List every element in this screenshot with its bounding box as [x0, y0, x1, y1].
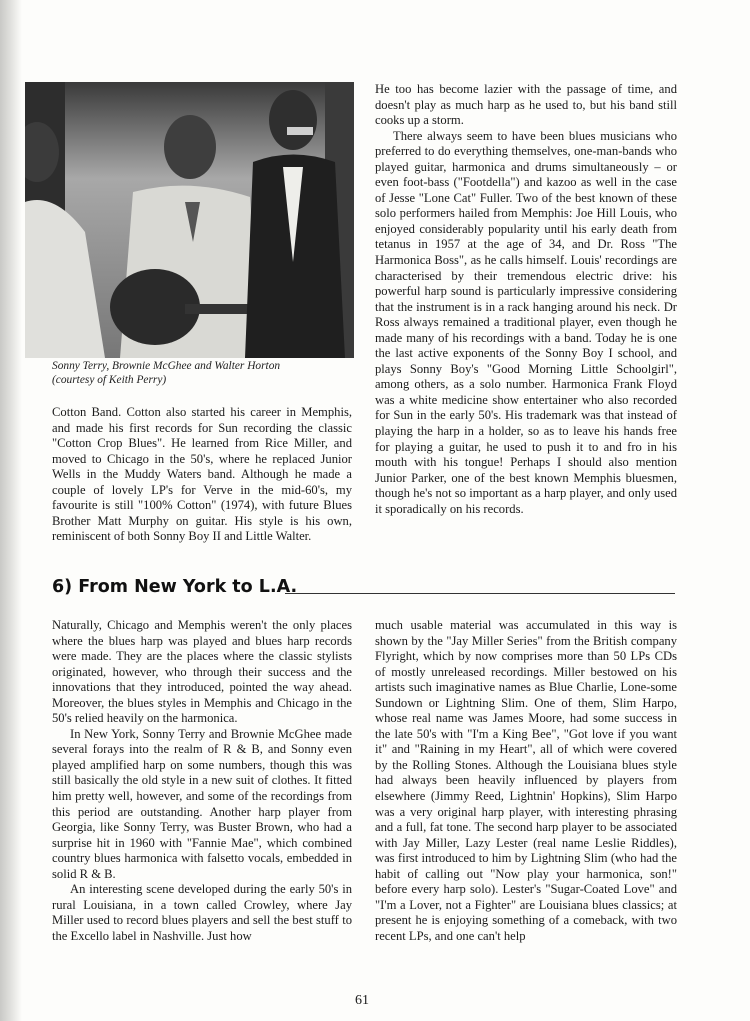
paragraph: much usable material was accumulated in this way is shown by the "Jay Miller Series" from the British company Flyright, which by now comprises more than 50 LPs CDs of mostly unreleased recordings. Miller bestowed on his artists such imaginative names as Blue Charlie, Lone-some Sundown or Lightning Slim. One of them, Slim Harpo, whose real name was James Moore, had some success in the late 50's with "I'm a King Bee", "Got love if you want it" and "Raining in my Heart", all of which were covered by the Rolling Stones. Although the Louisiana blues style had always been heavily influenced by players from elsewhere (Jimmy Reed, Lightnin' Hopkins), Slim Harpo was a very original harp player, with interesting phrasing and a full, fat tone. The second harp player to be associated with Jay Miller, Lazy Lester (real name Leslie Riddles), was first introduced to him by Lightning Slim (who had the habit of calling out "Now play your harmonica, son!" before every harp solo). Lester's "Sugar-Coated Love" and "I'm a Lover, not a Fighter" are Louisiana blues classics; at present he is enjoying something of a comeback, with two recent LPs, and one can't help — [375, 618, 677, 943]
page-number: 61 — [355, 993, 369, 1008]
caption-line: Sonny Terry, Brownie McGhee and Walter Horton — [52, 360, 281, 372]
paragraph: There always seem to have been blues musicians who preferred to do everything themselves, one-man-bands who played guitar, harmonica and drums simultaneously – or even foot-bass ("Footdella") and kazoo as well in the case of Jesse "Lone Cat" Fuller. Two of the best known of these solo performers hailed from Memphis: Joe Hill Louis, who enjoyed considerably popularity until his early death from tetanus in 1957 at the age of 34, and Dr. Ross "The Harmonica Boss", as he calls himself. Louis' recordings are characterised by their tremendous electric drive: his powerful harp sound is particularly impressive considering that the instrument is in a rack hanging around his neck. Dr Ross always remained a traditional player, even though he made many of his recordings with a band. Today he is one the last active exponents of the Sonny Boy I school, and plays Sonny Boy's "Good Morning Little Schoolgirl", among others, as a solo number. Harmonica Frank Floyd was a white medicine show entertainer who also recorded for Sun in the early 50's. His trademark was that instead of playing the harp in a holder, so as to leave his hands free for playing a guitar, he used to push it to and fro in his mouth with his tongue! Perhaps I should also mention Junior Parker, one of the best known Memphis bluesmen, though he's not so important as a harp player, and only used it sporadically on his records. — [375, 128, 677, 516]
section-heading: 6) From New York to L.A. — [52, 577, 298, 597]
left-column-top — [52, 405, 352, 545]
paragraph: He too has become lazier with the passage of time, and doesn't play as much harp as he used to, but his band still cooks up a storm. — [375, 82, 677, 128]
right-column-top — [375, 82, 677, 517]
musicians-photo — [25, 82, 354, 358]
book-spine-shadow — [0, 0, 22, 1021]
right-column-bottom — [375, 618, 677, 944]
paragraph: Cotton Band. Cotton also started his career in Memphis, and made his first records for Sun recording the classic "Cotton Crop Blues". He learned from Rice Miller, and moved to Chicago in the 50's, where he replaced Junior Wells in the Muddy Waters band. Although he made a couple of lovely LP's for Verve in the mid-60's, my favourite is still "100% Cotton" (1974), with future Blues Brother Matt Murphy on guitar. His style is his own, reminiscent of both Sonny Boy II and Little Walter. — [52, 405, 352, 544]
photo-caption — [52, 359, 352, 387]
left-column-bottom — [52, 618, 352, 944]
photo-illustration — [25, 82, 354, 358]
paragraph: An interesting scene developed during the early 50's in rural Louisiana, in a town called Crowley, where Jay Miller used to record blues players and sell the best stuff to the Excello label in Nashville. Just how — [52, 882, 352, 943]
heading-rule — [285, 593, 675, 594]
caption-credit: (courtesy of Keith Perry) — [52, 374, 167, 386]
paragraph: Naturally, Chicago and Memphis weren't the only places where the blues harp was played and blues harp records were made. They are the places where the classic stylists originated, however, who through their success and the innovations that they introduced, pointed the way ahead. Moreover, the blues styles in Memphis and Chicago in the 50's relied heavily on the harmonica. — [52, 618, 352, 726]
paragraph: In New York, Sonny Terry and Brownie McGhee made several forays into the realm of R & B, and Sonny even played amplified harp on some numbers, though this was still basically the old style in a new suit of clothes. It fitted him pretty well, however, and some of the recordings from this period are outstanding. Another harp player from Georgia, like Sonny Terry, was Buster Brown, who had a surprise hit in 1960 with "Fannie Mae", which combined country blues harmonica with falsetto vocals, embedded in solid R & B. — [52, 726, 352, 881]
